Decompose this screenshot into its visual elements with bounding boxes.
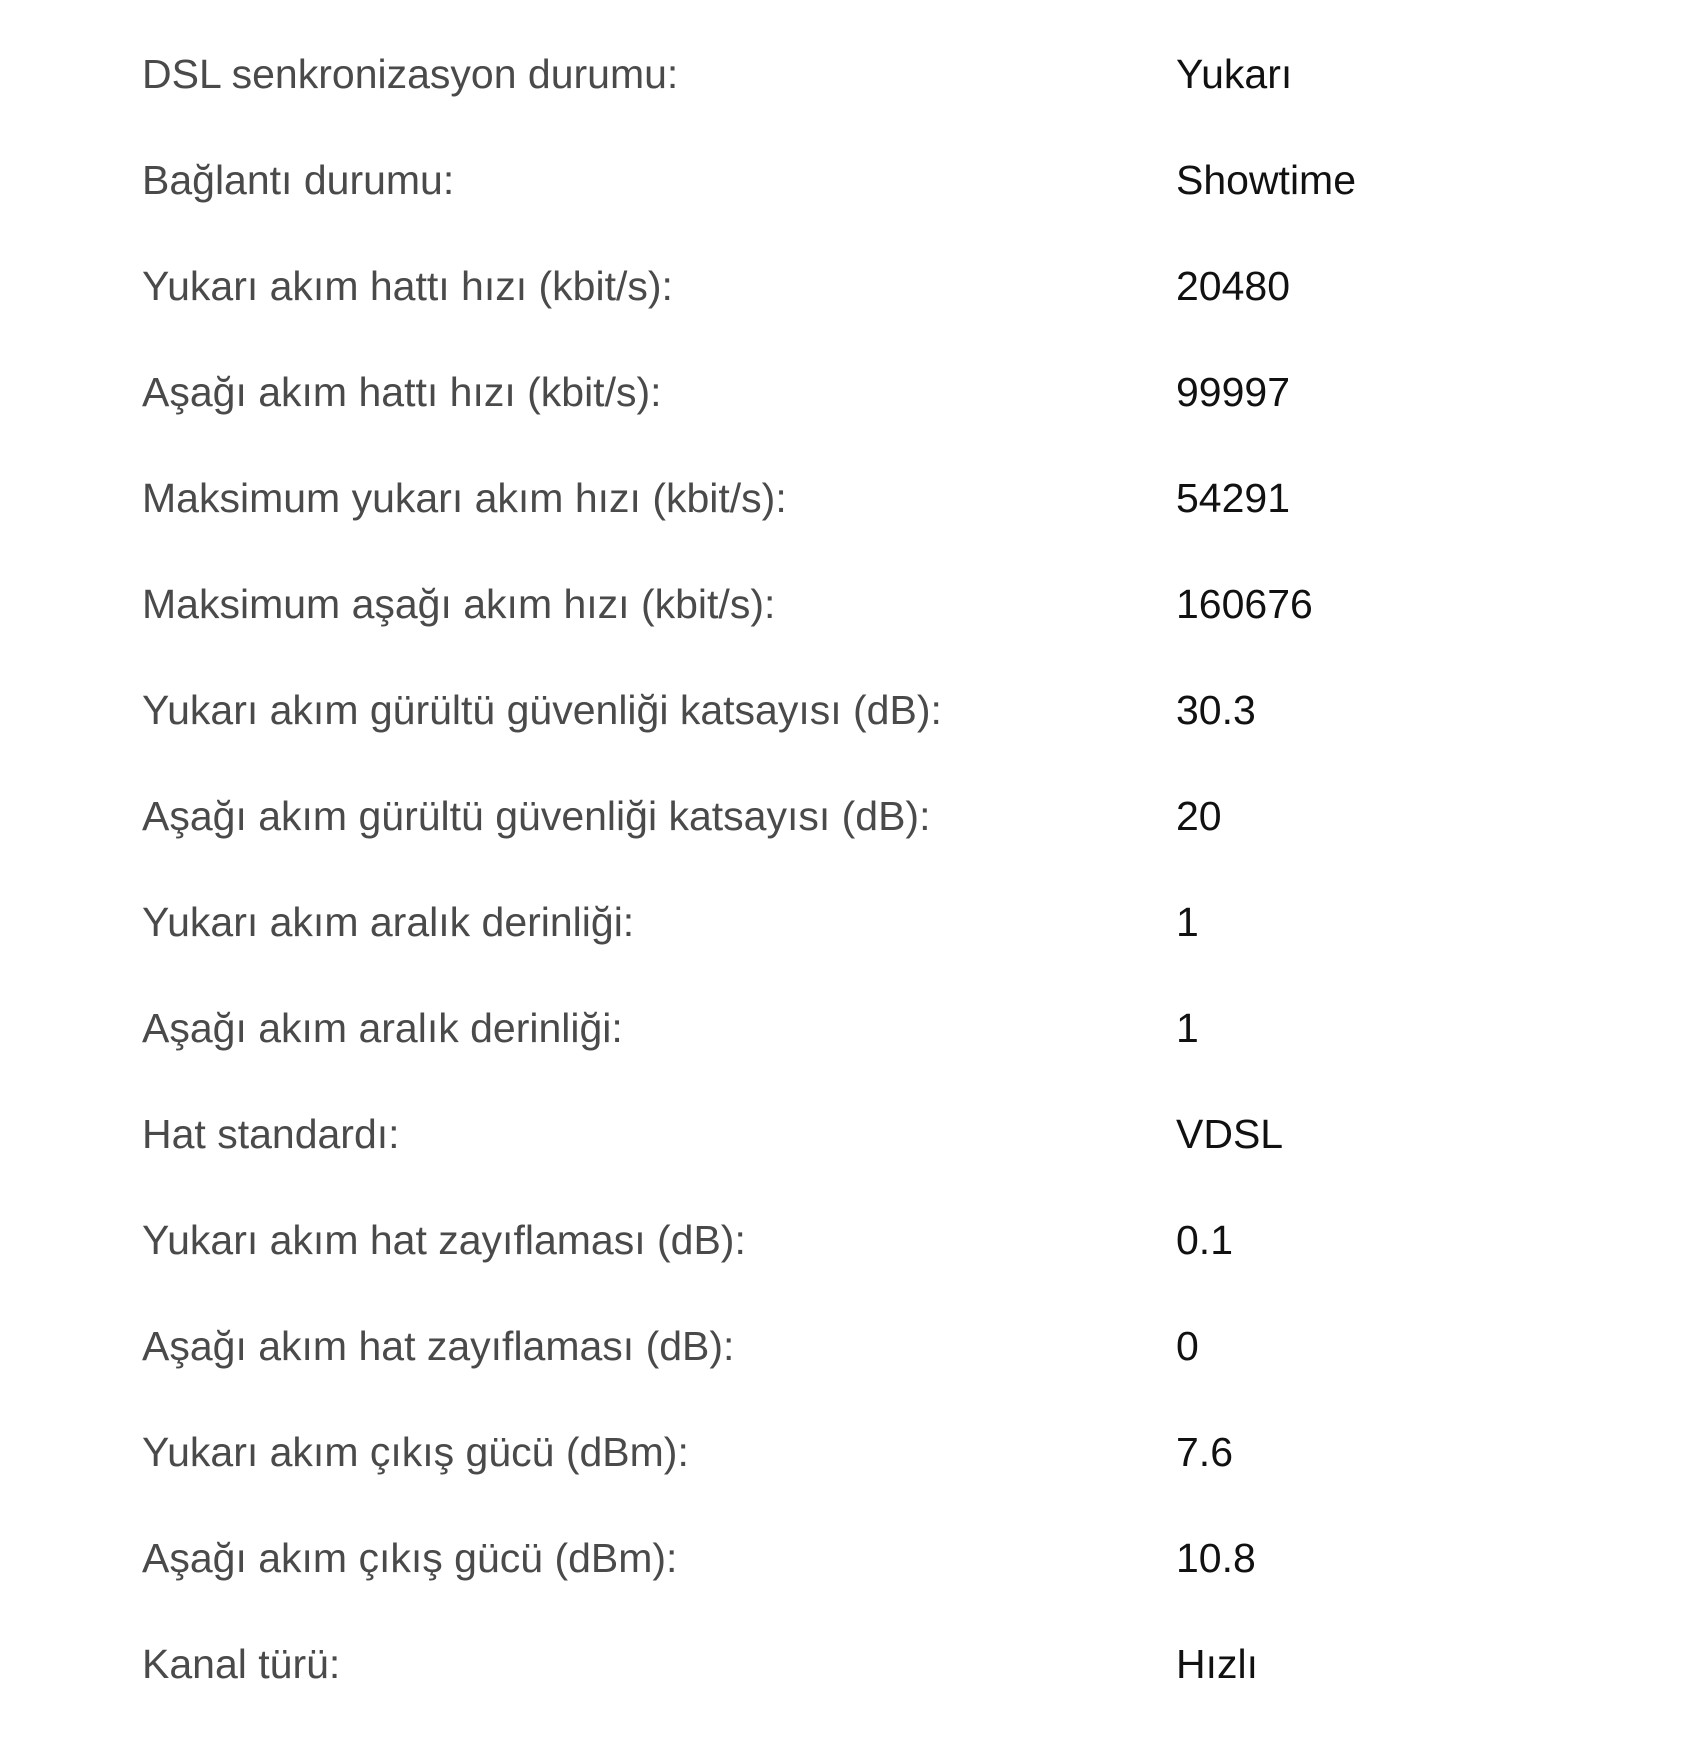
info-label: Yukarı akım çıkış gücü (dBm): xyxy=(142,1429,689,1475)
info-value: 160676 xyxy=(1176,581,1313,627)
info-value: 10.8 xyxy=(1176,1535,1256,1581)
info-row-max-downstream-rate xyxy=(0,530,1702,636)
info-row-downstream-line-rate xyxy=(0,318,1702,424)
info-label: Maksimum aşağı akım hızı (kbit/s): xyxy=(142,581,776,627)
info-label: DSL senkronizasyon durumu: xyxy=(142,51,679,97)
info-row-line-standard xyxy=(0,1060,1702,1166)
info-row-downstream-interleave-depth xyxy=(0,954,1702,1060)
info-row-dsl-sync-status xyxy=(0,0,1702,106)
info-row-downstream-attenuation xyxy=(0,1272,1702,1378)
info-value: 99997 xyxy=(1176,369,1291,415)
info-value: 7.6 xyxy=(1176,1429,1233,1475)
info-row-connection-status xyxy=(0,106,1702,212)
info-row-max-upstream-rate xyxy=(0,424,1702,530)
info-value: 0 xyxy=(1176,1323,1199,1369)
info-label: Aşağı akım aralık derinliği: xyxy=(142,1005,623,1051)
info-row-upstream-noise-margin xyxy=(0,636,1702,742)
info-label: Hat standardı: xyxy=(142,1111,400,1157)
info-value: Showtime xyxy=(1176,157,1357,203)
info-label: Yukarı akım hat zayıflaması (dB): xyxy=(142,1217,746,1263)
info-value: 1 xyxy=(1176,1005,1199,1051)
info-value: 20480 xyxy=(1176,263,1291,309)
info-label: Yukarı akım hattı hızı (kbit/s): xyxy=(142,263,673,309)
info-value: 1 xyxy=(1176,899,1199,945)
info-value: 54291 xyxy=(1176,475,1291,521)
info-value: Hızlı xyxy=(1176,1641,1258,1687)
info-label: Aşağı akım hattı hızı (kbit/s): xyxy=(142,369,662,415)
info-label: Aşağı akım çıkış gücü (dBm): xyxy=(142,1535,678,1581)
info-value: VDSL xyxy=(1176,1111,1284,1157)
info-label: Maksimum yukarı akım hızı (kbit/s): xyxy=(142,475,787,521)
info-row-upstream-line-rate xyxy=(0,212,1702,318)
info-row-channel-type xyxy=(0,1590,1702,1696)
info-label: Aşağı akım hat zayıflaması (dB): xyxy=(142,1323,735,1369)
info-row-upstream-output-power xyxy=(0,1378,1702,1484)
info-label: Aşağı akım gürültü güvenliği katsayısı (dB): xyxy=(142,793,931,839)
info-row-upstream-attenuation xyxy=(0,1166,1702,1272)
info-value: 20 xyxy=(1176,793,1222,839)
info-label: Yukarı akım aralık derinliği: xyxy=(142,899,635,945)
info-row-downstream-noise-margin xyxy=(0,742,1702,848)
info-value: Yukarı xyxy=(1176,51,1293,97)
info-label: Yukarı akım gürültü güvenliği katsayısı (dB): xyxy=(142,687,942,733)
info-label: Kanal türü: xyxy=(142,1641,341,1687)
info-value: 0.1 xyxy=(1176,1217,1233,1263)
info-value: 30.3 xyxy=(1176,687,1256,733)
info-row-downstream-output-power xyxy=(0,1484,1702,1590)
info-label: Bağlantı durumu: xyxy=(142,157,455,203)
info-row-upstream-interleave-depth xyxy=(0,848,1702,954)
